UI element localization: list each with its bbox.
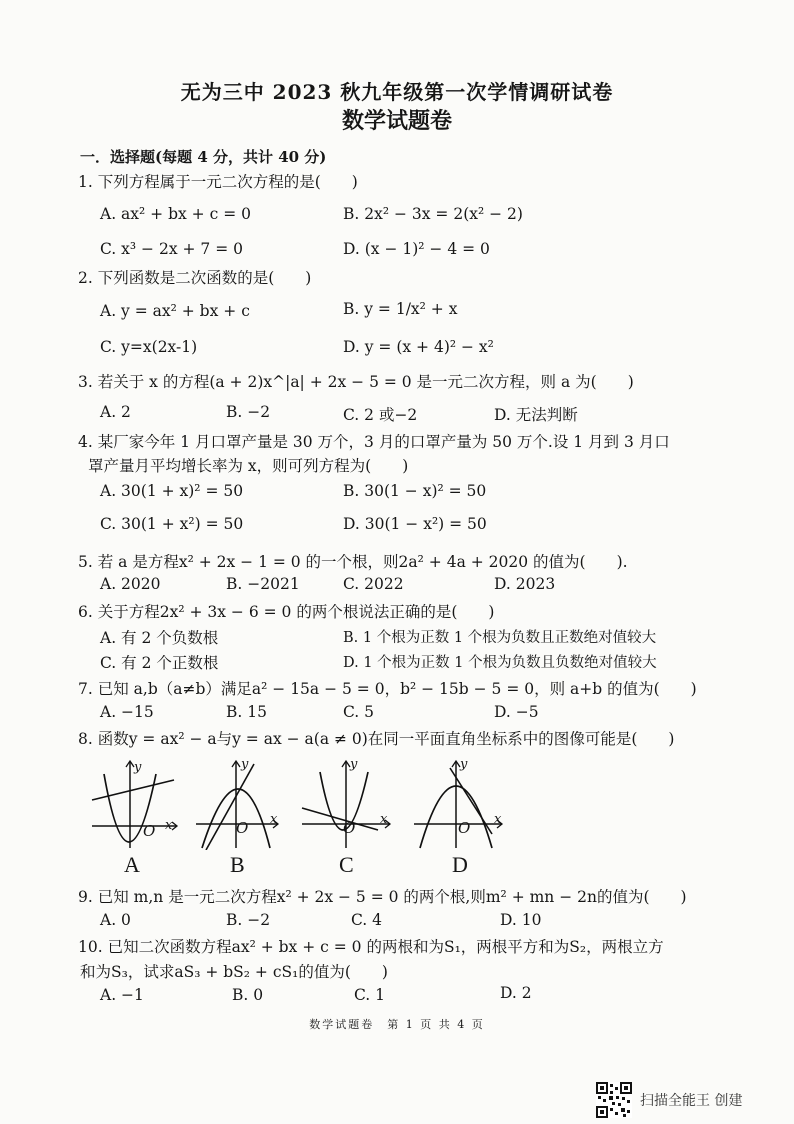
q10-option-a: A. −1: [100, 986, 144, 1004]
q3-option-b: B. −2: [226, 403, 271, 421]
q4-option-b: B. 30(1 − x)² = 50: [343, 482, 487, 500]
q6-option-c: C. 有 2 个正数根: [100, 654, 219, 672]
q5-option-d: D. 2023: [494, 575, 556, 593]
scanner-credit: 扫描全能王 创建: [640, 1093, 743, 1109]
graph-a-x-label: x: [165, 818, 173, 833]
q9-option-b: B. −2: [226, 911, 271, 929]
q7-option-b: B. 15: [226, 703, 267, 721]
q6-option-d: D. 1 个根为正数 1 个根为负数且负数绝对值较大: [343, 655, 657, 671]
q4-option-c: C. 30(1 + x²) = 50: [100, 515, 244, 533]
graph-d-y-label: y: [460, 757, 468, 772]
question-1: [78, 170, 358, 192]
question-10: [78, 935, 664, 957]
q10-option-c: C. 1: [354, 986, 386, 1004]
question-stem: 已知二次函数方程ax² + bx + c = 0 的两根和为S₁，两根平方和为S₂，两根立方: [107, 938, 664, 956]
graph-a-origin-label: O: [143, 822, 156, 840]
question-stem: 若 a 是方程x² + 2x − 1 = 0 的一个根，则2a² + 4a + 2020 的值为( ).: [97, 553, 628, 571]
exam-title: 无为三中 2023 秋九年级第一次学情调研试卷: [180, 80, 614, 104]
question-number: 1.: [78, 173, 93, 191]
scanner-watermark: [596, 1082, 786, 1118]
question-stem: 若关于 x 的方程(a + 2)x^|a| + 2x − 5 = 0 是一元二次方程，则 a 为( ): [97, 373, 634, 391]
question-3: [78, 370, 634, 392]
graph-c-y-label: y: [350, 757, 358, 772]
question-number: 2.: [78, 269, 93, 287]
question-2: [78, 266, 311, 288]
q2-option-c: C. y=x(2x-1): [100, 338, 198, 356]
q10-option-b: B. 0: [232, 986, 264, 1004]
question-stem: 函数y = ax² − a与y = ax − a(a ≠ 0)在同一平面直角坐标系中的图像可能是( ): [97, 730, 675, 748]
q6-option-a: A. 有 2 个负数根: [100, 629, 219, 647]
q9-option-a: A. 0: [100, 911, 131, 929]
question-number: 10.: [78, 938, 103, 956]
q7-option-a: A. −15: [100, 703, 154, 721]
question-9: [78, 885, 687, 907]
question-number: 6.: [78, 603, 93, 621]
question-7: [78, 677, 697, 699]
question-stem: 已知 a,b（a≠b）满足a² − 15a − 5 = 0，b² − 15b − 5 = 0，则 a+b 的值为( ): [97, 680, 697, 698]
question-4-stem-continued: 罩产量月平均增长率为 x，则可列方程为( ): [88, 457, 409, 475]
question-4: [78, 430, 670, 452]
question-6: [78, 600, 494, 622]
q9-option-c: C. 4: [351, 911, 383, 929]
graph-c-origin-label: O: [343, 819, 356, 837]
q1-option-d: D. (x − 1)² − 4 = 0: [343, 240, 490, 258]
question-number: 7.: [78, 680, 93, 698]
q5-option-a: A. 2020: [100, 575, 161, 593]
graph-a-y-label: y: [134, 760, 142, 775]
question-number: 4.: [78, 433, 93, 451]
question-8: [78, 727, 674, 749]
graph-b-label: B: [230, 852, 245, 877]
q3-option-c: C. 2 或−2: [343, 406, 418, 424]
graph-a-label: A: [124, 852, 140, 877]
q10-option-d: D. 2: [500, 984, 532, 1002]
question-5: [78, 550, 628, 572]
q7-option-c: C. 5: [343, 703, 375, 721]
graph-b-y-label: y: [241, 757, 249, 772]
graph-b-origin-label: O: [236, 819, 249, 837]
q6-option-b: B. 1 个根为正数 1 个根为负数且正数绝对值较大: [343, 630, 657, 646]
question-number: 8.: [78, 730, 93, 748]
q4-option-d: D. 30(1 − x²) = 50: [343, 515, 487, 533]
q9-option-d: D. 10: [500, 911, 542, 929]
q1-option-a: A. ax² + bx + c = 0: [100, 205, 251, 223]
question-number: 9.: [78, 888, 93, 906]
graph-d-label: D: [452, 852, 468, 877]
q5-option-b: B. −2021: [226, 575, 300, 593]
question-stem: 下列函数是二次函数的是( ): [97, 269, 312, 287]
q2-option-a: A. y = ax² + bx + c: [100, 302, 250, 320]
q2-option-d: D. y = (x + 4)² − x²: [343, 338, 494, 356]
qr-code-icon: [596, 1082, 632, 1118]
exam-subtitle: 数学试题卷: [341, 108, 452, 134]
graph-d-origin-label: O: [458, 819, 471, 837]
question-10-stem-continued: 和为S₃，试求aS₃ + bS₂ + cS₁的值为( ): [80, 963, 388, 981]
q1-option-c: C. x³ − 2x + 7 = 0: [100, 240, 243, 258]
q7-option-d: D. −5: [494, 703, 539, 721]
question-stem: 某厂家今年 1 月口罩产量是 30 万个，3 月的口罩产量为 50 万个.设 1 月到 3 月口: [97, 433, 670, 451]
q5-option-c: C. 2022: [343, 575, 404, 593]
q1-option-b: B. 2x² − 3x = 2(x² − 2): [343, 205, 523, 223]
q2-option-b: B. y = 1/x² + x: [343, 300, 458, 318]
question-number: 3.: [78, 373, 93, 391]
q4-option-a: A. 30(1 + x)² = 50: [100, 482, 244, 500]
graph-c-x-label: x: [380, 812, 388, 827]
question-stem: 关于方程2x² + 3x − 6 = 0 的两个根说法正确的是( ): [97, 603, 495, 621]
graph-b-x-label: x: [270, 812, 278, 827]
q3-option-d: D. 无法判断: [494, 406, 578, 424]
graph-d-x-label: x: [494, 812, 502, 827]
question-stem: 下列方程属于一元二次方程的是( ): [97, 173, 358, 191]
section-heading: 一．选择题(每题 4 分，共计 40 分): [80, 148, 327, 166]
q3-option-a: A. 2: [100, 403, 131, 421]
graph-c-label: C: [339, 852, 354, 877]
page-footer: 数学试题卷 第 1 页 共 4 页: [309, 1018, 485, 1031]
question-number: 5.: [78, 553, 93, 571]
question-stem: 已知 m,n 是一元二次方程x² + 2x − 5 = 0 的两个根,则m² + mn − 2n的值为( ): [97, 888, 687, 906]
